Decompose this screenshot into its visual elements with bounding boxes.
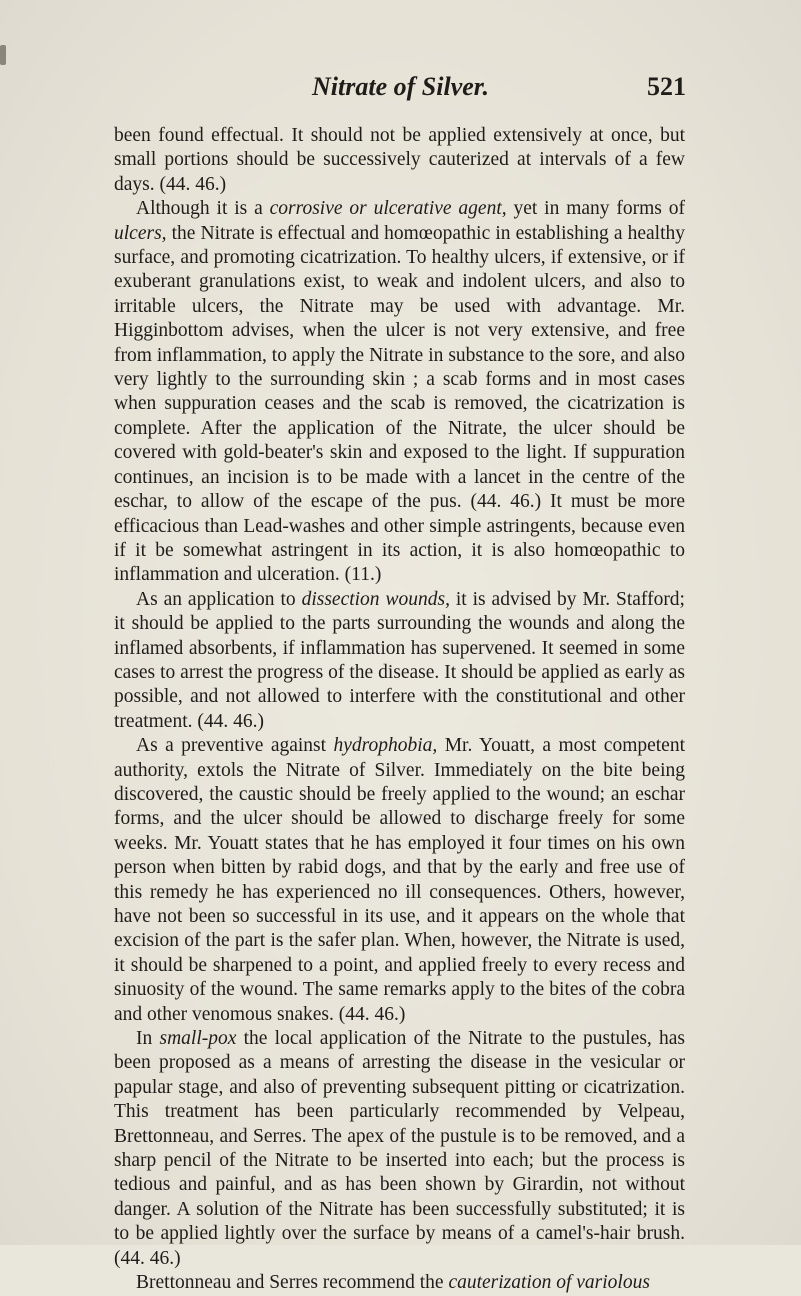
text-run: In [136,1028,160,1050]
text-run: As an application to [136,588,302,610]
text-run: Brettonneau and Serres recommend the [136,1272,449,1294]
text-run: the Nitrate is effectual and homœopathic in establishing a healthy surface, and promoting cicatrization. To healthy ulcers, if extensive, or if exuberant granulations exist, to weak and indolent ulcers, and also to irritable ulcers, the Nitrate may be used with advantage. Mr. Higginbottom advises, when the ulcer is not very extensive, and free from inflammation, to apply the Nitrate in substance to the sore, and also very lightly to the surrounding skin ; a scab forms and in most cases when suppuration ceases and the scab is removed, the cicatrization is complete. After the application of the Nitrate, the ulcer should be covered with gold-beater's skin and exposed to the light. If suppuration continues, an incision is to be made with a lancet in the centre of the eschar, to allow of the escape of the pus. (44. 46.) It must be more efficacious than Lead-washes and other simple astringents, because even if it be somewhat astringent in its action, it is also homœopathic to inflammation and ulceration. (11.) [114,222,685,586]
paragraph [114,734,685,1027]
italic-text: ulcers, [114,222,167,244]
page-header [0,72,801,112]
page-number: 521 [647,72,686,101]
paragraph [114,124,685,197]
text-run: been found effectual. It should not be applied extensively at once, but small portions should be successively cauterized at intervals of a few days. (44. 46.) [114,125,685,195]
text-run: yet in many forms of [506,198,685,220]
paragraph [114,1027,685,1271]
italic-text: hydrophobia, [333,735,438,757]
paragraph [114,197,685,588]
text-run: it is advised by Mr. Stafford; it should be applied to the parts surrounding the wounds and along the inflamed absorbents, if inflammation has supervened. It seemed in some cases to arrest the progress of the disease. It should be applied as early as possible, and not allowed to interfere with the constitutional and other treatment. (44. 46.) [114,588,685,732]
text-run: the local application of the Nitrate to the pustules, has been proposed as a means of arresting the disease in the vesicular or papular stage, and also of preventing subsequent pitting or cicatrization. This treatment has been particularly recommended by Velpeau, Brettonneau, and Serres. The apex of the pustule is to be removed, and a sharp pencil of the Nitrate to be inserted into each; but the process is tedious and painful, and as has been shown by Girardin, not without danger. A solution of the Nitrate has been successfully substituted; it is to be applied lightly over the surface by means of a camel's-hair brush. (44. 46.) [114,1028,686,1269]
text-run: As a preventive against [136,735,334,757]
page-edge-mark [0,45,6,65]
italic-text: small-pox [159,1028,237,1050]
italic-text: cauterization of variolous [448,1272,650,1294]
text-run: Although it is a [136,198,270,220]
paragraph [114,1271,685,1295]
paragraph [114,588,685,734]
text-run: Mr. Youatt, a most competent authority, extols the Nitrate of Silver. Immediately on the bite being discovered, the caustic should be freely applied to the wound; an eschar forms, and the ulcer should be allowed to discharge freely for some weeks. Mr. Youatt states that he has employed it four times on his own person when bitten by rabid dogs, and that by the early and free use of this remedy he has experienced no ill consequences. Others, however, have not been so successful in its use, and it appears on the whole that excision of the part is the safer plan. When, however, the Nitrate is used, it should be sharpened to a point, and applied freely to every recess and sinuosity of the wound. The same remarks apply to the bites of the cobra and other venomous snakes. (44. 46.) [114,735,686,1025]
italic-text: corrosive or ulcerative agent, [269,198,507,220]
italic-text: dissection wounds, [301,588,450,610]
running-title: Nitrate of Silver. [312,72,489,101]
body-text [114,124,685,1296]
